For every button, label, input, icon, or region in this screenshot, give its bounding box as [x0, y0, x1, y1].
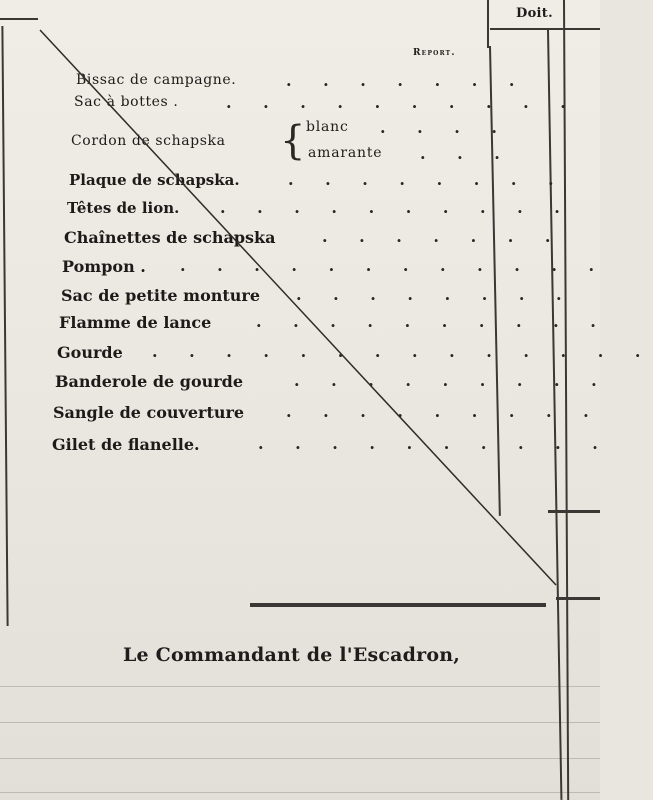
leader-dots: . . .: [420, 144, 513, 163]
item-label: Sac de petite monture: [61, 286, 261, 305]
leader-dots: . . . . . . . . .: [286, 402, 602, 421]
leader-dots: . . . .: [380, 118, 510, 137]
leader-dots: . . . . . . . .: [296, 285, 575, 304]
item-label: Plaque de schapska.: [69, 171, 240, 189]
item-label: Têtes de lion.: [67, 199, 180, 217]
item-label: Sac à bottes .: [74, 94, 179, 110]
leader-dots: . . . . . . . . .: [294, 371, 610, 390]
item-label: Flamme de lance: [59, 313, 212, 332]
leader-dots: . . . . . . . . . .: [258, 434, 611, 453]
item-label: Gilet de flanelle.: [52, 435, 200, 454]
item-label: Sangle de couverture: [53, 403, 245, 422]
item-label: Pompon .: [62, 257, 146, 276]
report-label: Report.: [413, 48, 456, 58]
leader-dots: . . . . . . .: [322, 227, 564, 246]
doit-header: Doit.: [516, 6, 553, 21]
leader-dots: . . . . . . .: [286, 71, 528, 90]
item-label: Chaînettes de schapska: [64, 228, 276, 247]
item-label: Cordon de schapska: [71, 133, 226, 149]
item-option: amarante: [308, 145, 383, 161]
item-label: Bissac de campagne.: [76, 72, 237, 88]
leader-dots: . . . . . . . . . .: [226, 93, 579, 112]
leader-dots: . . . . . . . .: [288, 170, 567, 189]
leader-dots: . . . . . . . . . . . .: [180, 256, 608, 275]
signature-line: Le Commandant de l'Escadron,: [123, 644, 461, 666]
brace: {: [280, 118, 306, 164]
leader-dots: . . . . . . . . . .: [256, 312, 609, 331]
item-label: Gourde: [57, 343, 123, 362]
leader-dots: . . . . . . . . . .: [220, 198, 573, 217]
item-option: blanc: [306, 119, 349, 135]
item-label: Banderole de gourde: [55, 372, 244, 391]
leader-dots: . . . . . . . . . . . . . .: [152, 342, 653, 361]
